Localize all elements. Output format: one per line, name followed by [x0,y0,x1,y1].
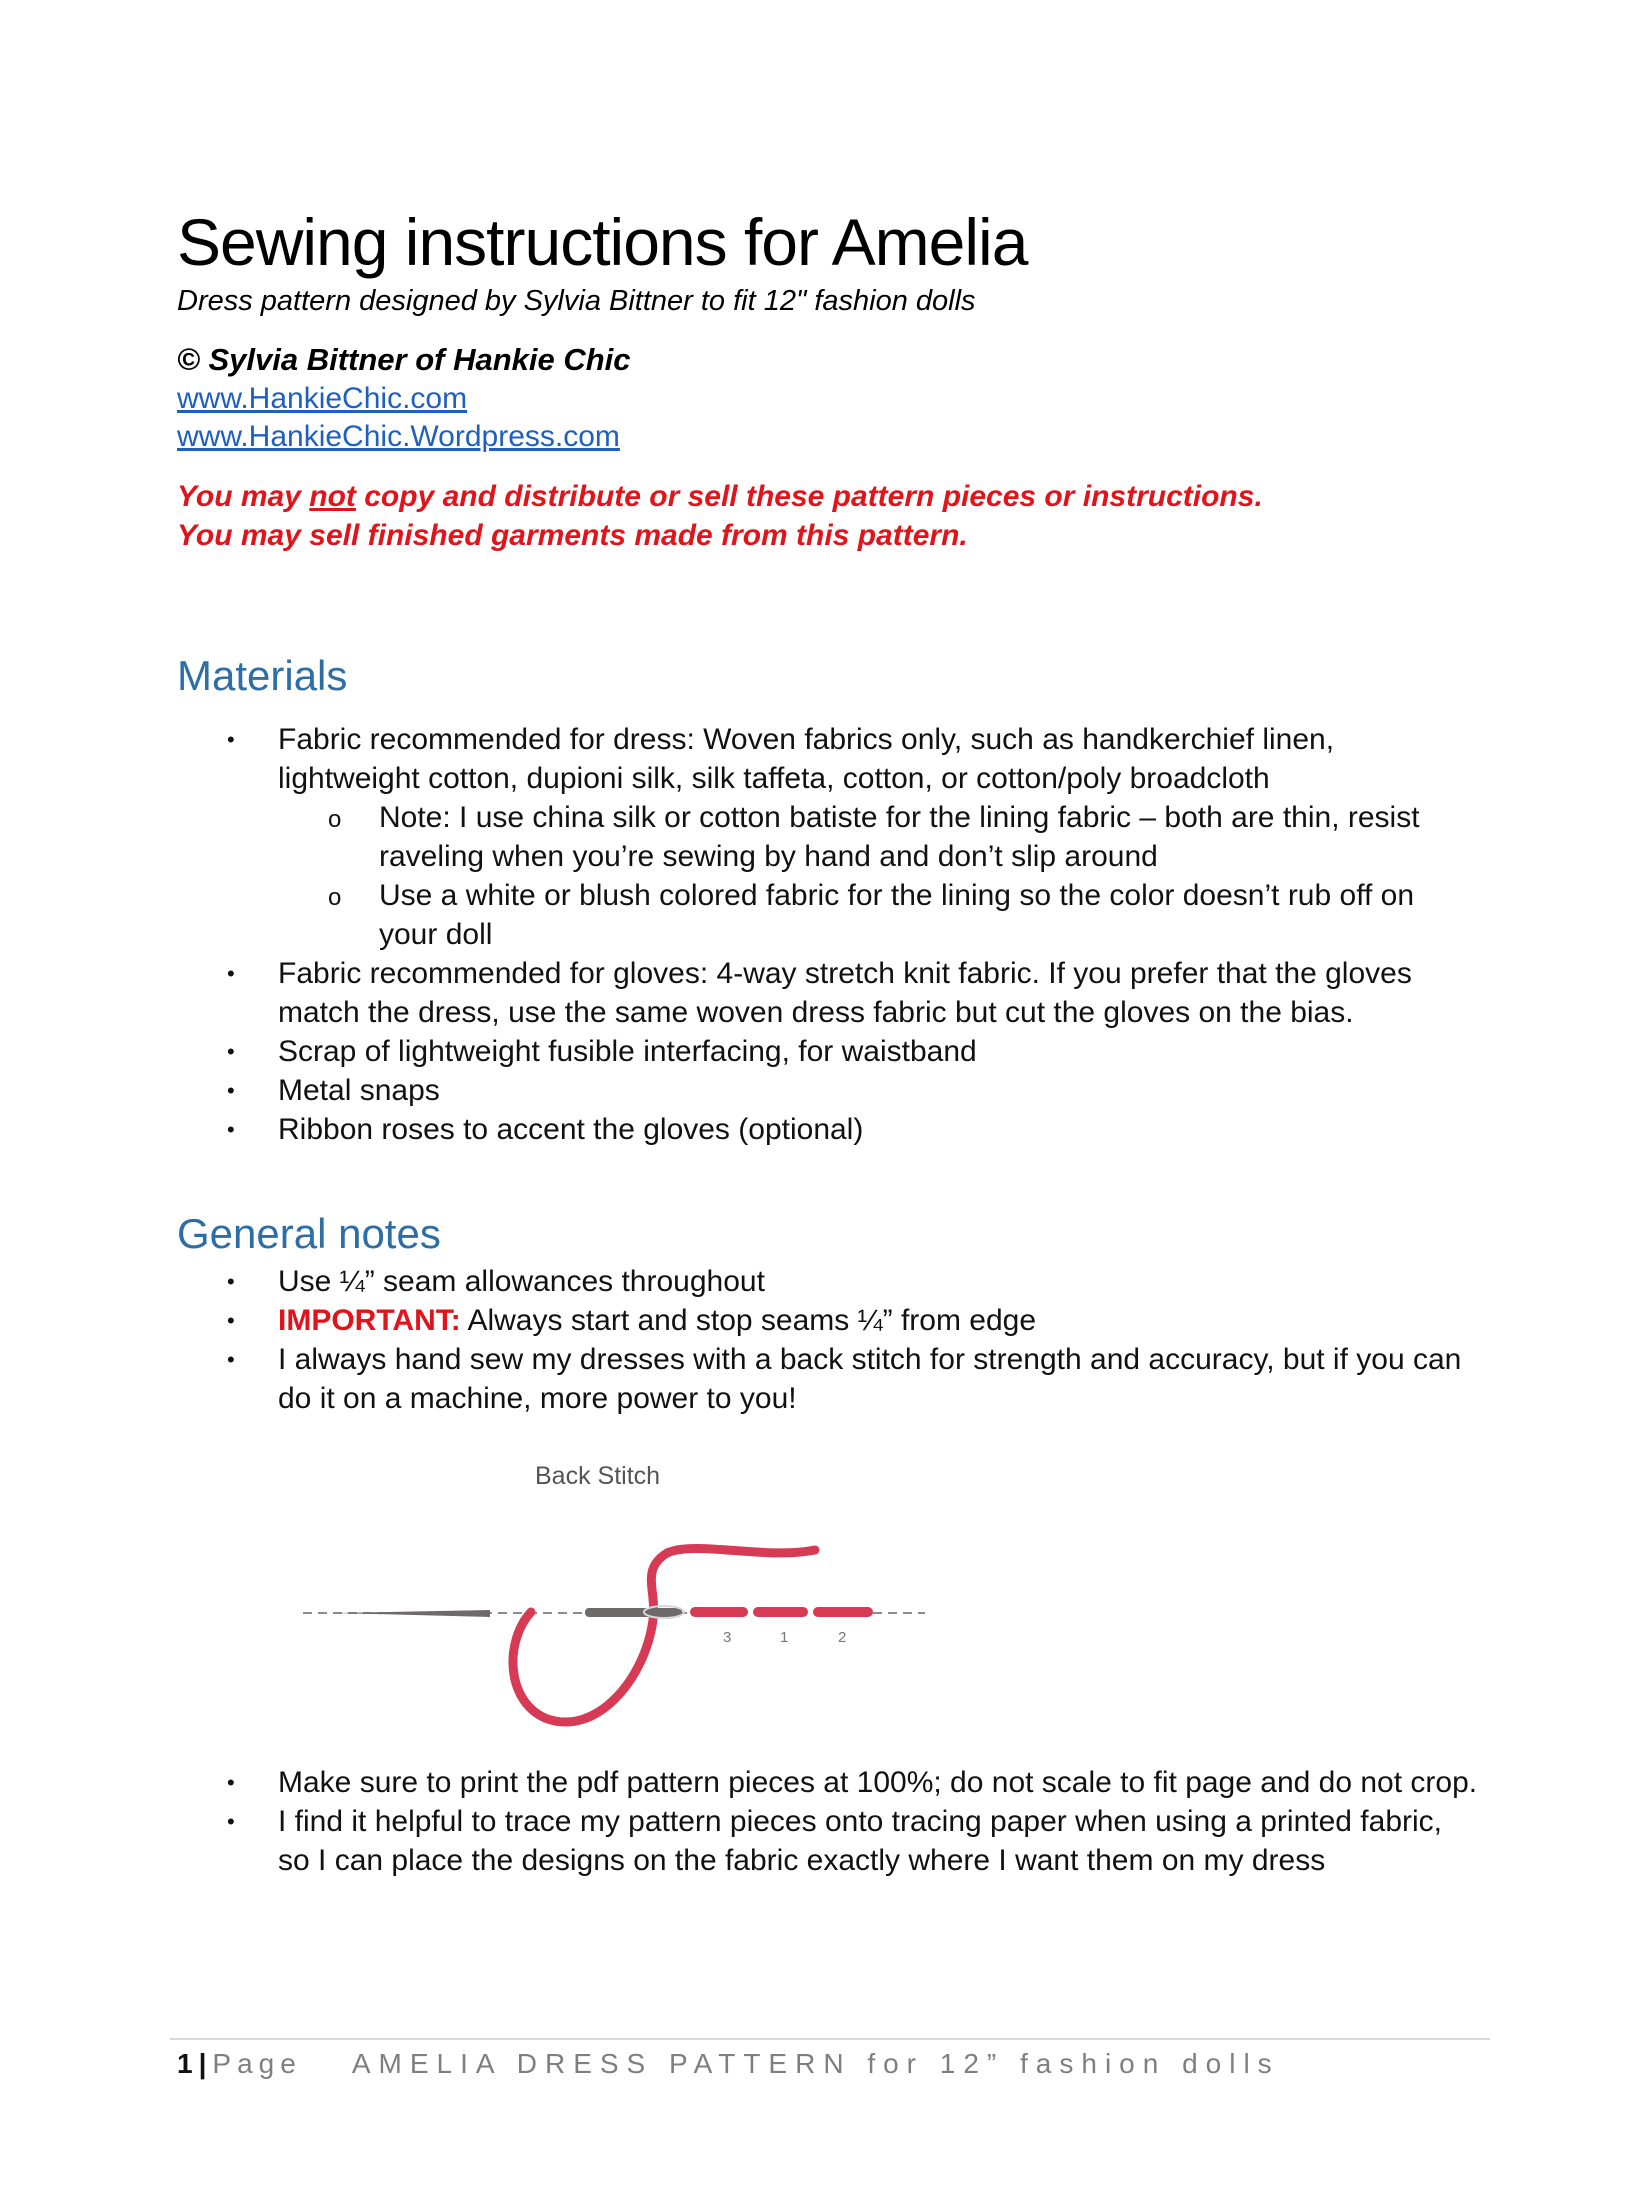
bullet-icon: • [227,1770,235,1795]
warning-line-1 [177,477,1263,516]
copyright-warning [177,477,1263,555]
bullet-icon: • [227,1308,235,1333]
general-notes-list-continued [0,1763,1650,1880]
materials-heading: Materials [177,652,348,699]
warning-not-emphasis: not [309,480,356,513]
list-item [0,1032,1650,1071]
page-label: Page [212,2048,302,2079]
page-number: 1 [177,2048,193,2079]
list-item-text: Ribbon roses to accent the gloves (optional) [278,1113,864,1146]
warning-text: copy and distribute or sell these pattern pieces or instructions. [355,480,1263,513]
list-item [0,1340,1650,1418]
bullet-icon: • [227,1269,235,1294]
list-item-text: I find it helpful to trace my pattern pieces onto tracing paper when using a printed fabric, so I can place the designs on the fabric exactly where I want them on my dress [278,1805,1442,1877]
materials-list [0,720,1650,1149]
list-item [0,720,1650,798]
page-footer [177,2046,1280,2082]
thread-loop [513,1548,815,1722]
list-item [0,954,1650,1032]
stitch-2 [813,1607,873,1617]
bullet-icon: • [227,961,235,986]
document-subtitle: Dress pattern designed by Sylvia Bittner to fit 12" fashion dolls [177,285,976,317]
circle-bullet-icon: o [328,884,342,911]
list-item [0,1071,1650,1110]
bullet-icon: • [227,727,235,752]
list-item-text: Always start and stop seams ¼” from edge [467,1304,1037,1337]
circle-bullet-icon: o [328,806,342,833]
list-item-text: I always hand sew my dresses with a back stitch for strength and accuracy, but if you can do it on a machine, more power to you! [278,1343,1462,1415]
needle-shaft-icon [585,1608,682,1617]
back-stitch-illustration [295,1450,935,1750]
stitch-number-3: 3 [723,1629,732,1646]
stitch-number-2: 2 [838,1629,847,1646]
bullet-icon: • [227,1347,235,1372]
general-notes-heading: General notes [177,1210,441,1257]
figure-caption: Back Stitch [535,1462,661,1490]
list-item-text: Make sure to print the pdf pattern pieces at 100%; do not scale to fit page and do not crop. [278,1766,1478,1799]
stitch-1 [753,1607,808,1617]
bullet-icon: • [227,1117,235,1142]
list-subitem [0,798,1650,876]
document-title: Sewing instructions for Amelia [177,205,1028,279]
bullet-icon: • [227,1039,235,1064]
list-item [0,1802,1650,1880]
footer-separator: | [198,2048,207,2079]
bullet-icon: • [227,1078,235,1103]
copyright-notice: © Sylvia Bittner of Hankie Chic [177,342,631,377]
important-label: IMPORTANT: [278,1304,461,1337]
bullet-icon: • [227,1809,235,1834]
hankiechic-wordpress-link[interactable]: www.HankieChic.Wordpress.com [177,420,620,453]
needle-icon [335,1610,490,1617]
list-item [0,1262,1650,1301]
list-item [0,1763,1650,1802]
list-item-text: Use ¼” seam allowances throughout [278,1265,765,1298]
stitch-number-1: 1 [780,1629,789,1646]
list-item-text: Note: I use china silk or cotton batiste for the lining fabric – both are thin, resist raveling when you’re sewing by hand and don’t slip around [379,801,1420,873]
footer-text: AMELIA DRESS PATTERN for 12” fashion dolls [351,2048,1280,2079]
list-item [0,1110,1650,1149]
list-item [0,1301,1650,1340]
list-subitem [0,876,1650,954]
warning-line-2: You may sell finished garments made from this pattern. [177,519,968,552]
list-item-text: Scrap of lightweight fusible interfacing, for waistband [278,1035,977,1068]
list-item-text: Use a white or blush colored fabric for the lining so the color doesn’t rub off on your doll [379,879,1415,951]
back-stitch-figure [295,1450,935,1750]
warning-text: You may [177,480,310,513]
list-item-text: Fabric recommended for gloves: 4-way stretch knit fabric. If you prefer that the gloves match the dress, use the same woven dress fabric but cut the gloves on the bias. [278,957,1412,1029]
stitch-3 [690,1607,748,1617]
footer-divider [170,2038,1490,2040]
list-item-text: Fabric recommended for dress: Woven fabrics only, such as handkerchief linen, lightweight cotton, dupioni silk, silk taffeta, cotton, or cotton/poly broadcloth [278,723,1335,795]
hankiechic-link[interactable]: www.HankieChic.com [177,382,468,415]
list-item-text: Metal snaps [278,1074,440,1107]
general-notes-list [0,1262,1650,1418]
